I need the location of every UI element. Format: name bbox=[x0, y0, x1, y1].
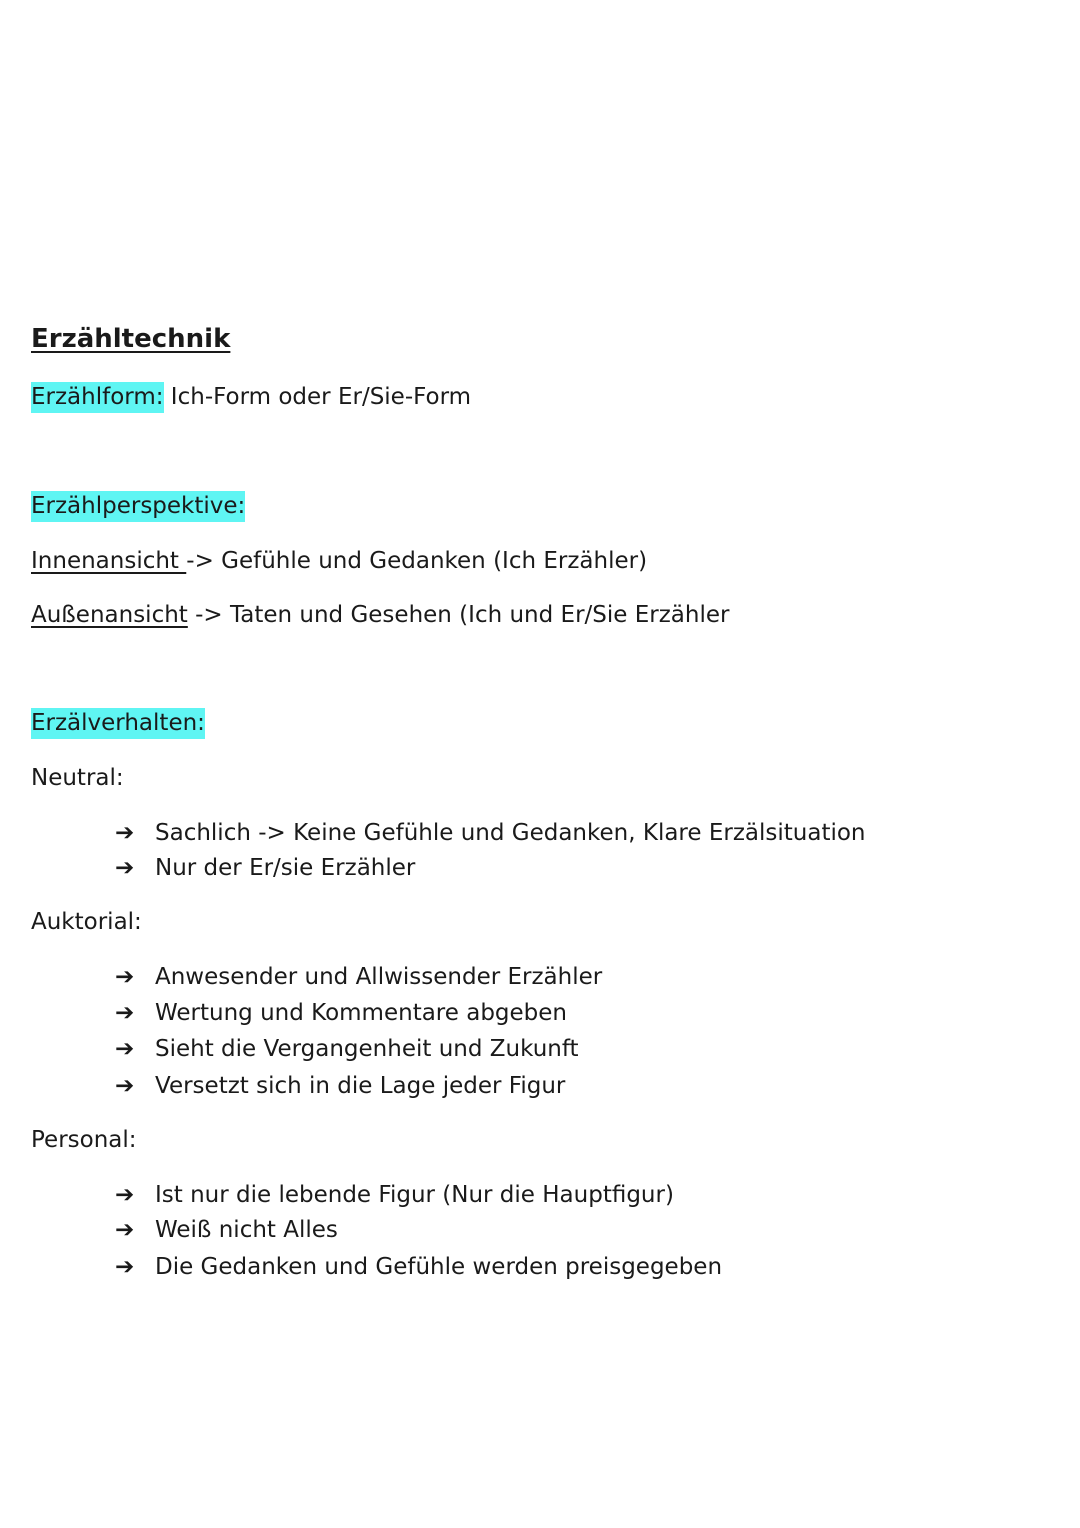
arrow-right-icon: ➔ bbox=[115, 1036, 135, 1062]
perspektive-desc: -> Taten und Gesehen (Ich und Er/Sie Erzähler bbox=[187, 602, 730, 628]
list-item bbox=[115, 1252, 722, 1282]
list-item-text: Ist nur die lebende Figur (Nur die Hauptfigur) bbox=[155, 1182, 674, 1208]
perspektive-term: Außenansicht bbox=[31, 602, 188, 628]
arrow-right-icon: ➔ bbox=[115, 1254, 135, 1280]
perspektive-term: Innenansicht bbox=[31, 548, 187, 574]
erzaehlform-line bbox=[31, 382, 471, 412]
list-item bbox=[115, 962, 602, 992]
list-item bbox=[115, 1034, 579, 1064]
list-item-text: Wertung und Kommentare abgeben bbox=[155, 1000, 567, 1026]
arrow-right-icon: ➔ bbox=[115, 964, 135, 990]
group-name-personal: Personal: bbox=[31, 1127, 137, 1153]
list-item bbox=[115, 853, 415, 883]
list-item-text: Sachlich -> Keine Gefühle und Gedanken, Klare Erzälsituation bbox=[155, 820, 866, 846]
list-item-text: Anwesender und Allwissender Erzähler bbox=[155, 964, 603, 990]
list-item bbox=[115, 1071, 565, 1101]
erzaehlform-value: Ich-Form oder Er/Sie-Form bbox=[163, 384, 472, 410]
perspektive-item bbox=[31, 600, 729, 630]
list-item-text: Nur der Er/sie Erzähler bbox=[155, 855, 416, 881]
arrow-right-icon: ➔ bbox=[115, 1073, 135, 1099]
list-item bbox=[115, 818, 866, 848]
arrow-right-icon: ➔ bbox=[115, 1217, 135, 1243]
group-name-auktorial: Auktorial: bbox=[31, 909, 142, 935]
list-item-text: Versetzt sich in die Lage jeder Figur bbox=[155, 1073, 566, 1099]
verhalten-label: Erzälverhalten: bbox=[31, 708, 205, 739]
list-item-text: Weiß nicht Alles bbox=[155, 1217, 338, 1243]
page-title: Erzähltechnik bbox=[31, 324, 231, 354]
arrow-right-icon: ➔ bbox=[115, 1000, 135, 1026]
erzaehlform-label: Erzählform: bbox=[31, 382, 164, 413]
arrow-right-icon: ➔ bbox=[115, 820, 135, 846]
arrow-right-icon: ➔ bbox=[115, 1182, 135, 1208]
group-name-neutral: Neutral: bbox=[31, 765, 124, 791]
list-item bbox=[115, 1215, 338, 1245]
list-item bbox=[115, 1180, 674, 1210]
arrow-right-icon: ➔ bbox=[115, 855, 135, 881]
perspektive-item bbox=[31, 546, 647, 576]
list-item bbox=[115, 998, 567, 1028]
perspektive-desc: -> Gefühle und Gedanken (Ich Erzähler) bbox=[186, 548, 648, 574]
list-item-text: Die Gedanken und Gefühle werden preisgegeben bbox=[155, 1254, 723, 1280]
perspektive-label: Erzählperspektive: bbox=[31, 491, 245, 522]
perspektive-heading bbox=[31, 491, 245, 521]
list-item-text: Sieht die Vergangenheit und Zukunft bbox=[155, 1036, 579, 1062]
verhalten-heading bbox=[31, 708, 205, 738]
